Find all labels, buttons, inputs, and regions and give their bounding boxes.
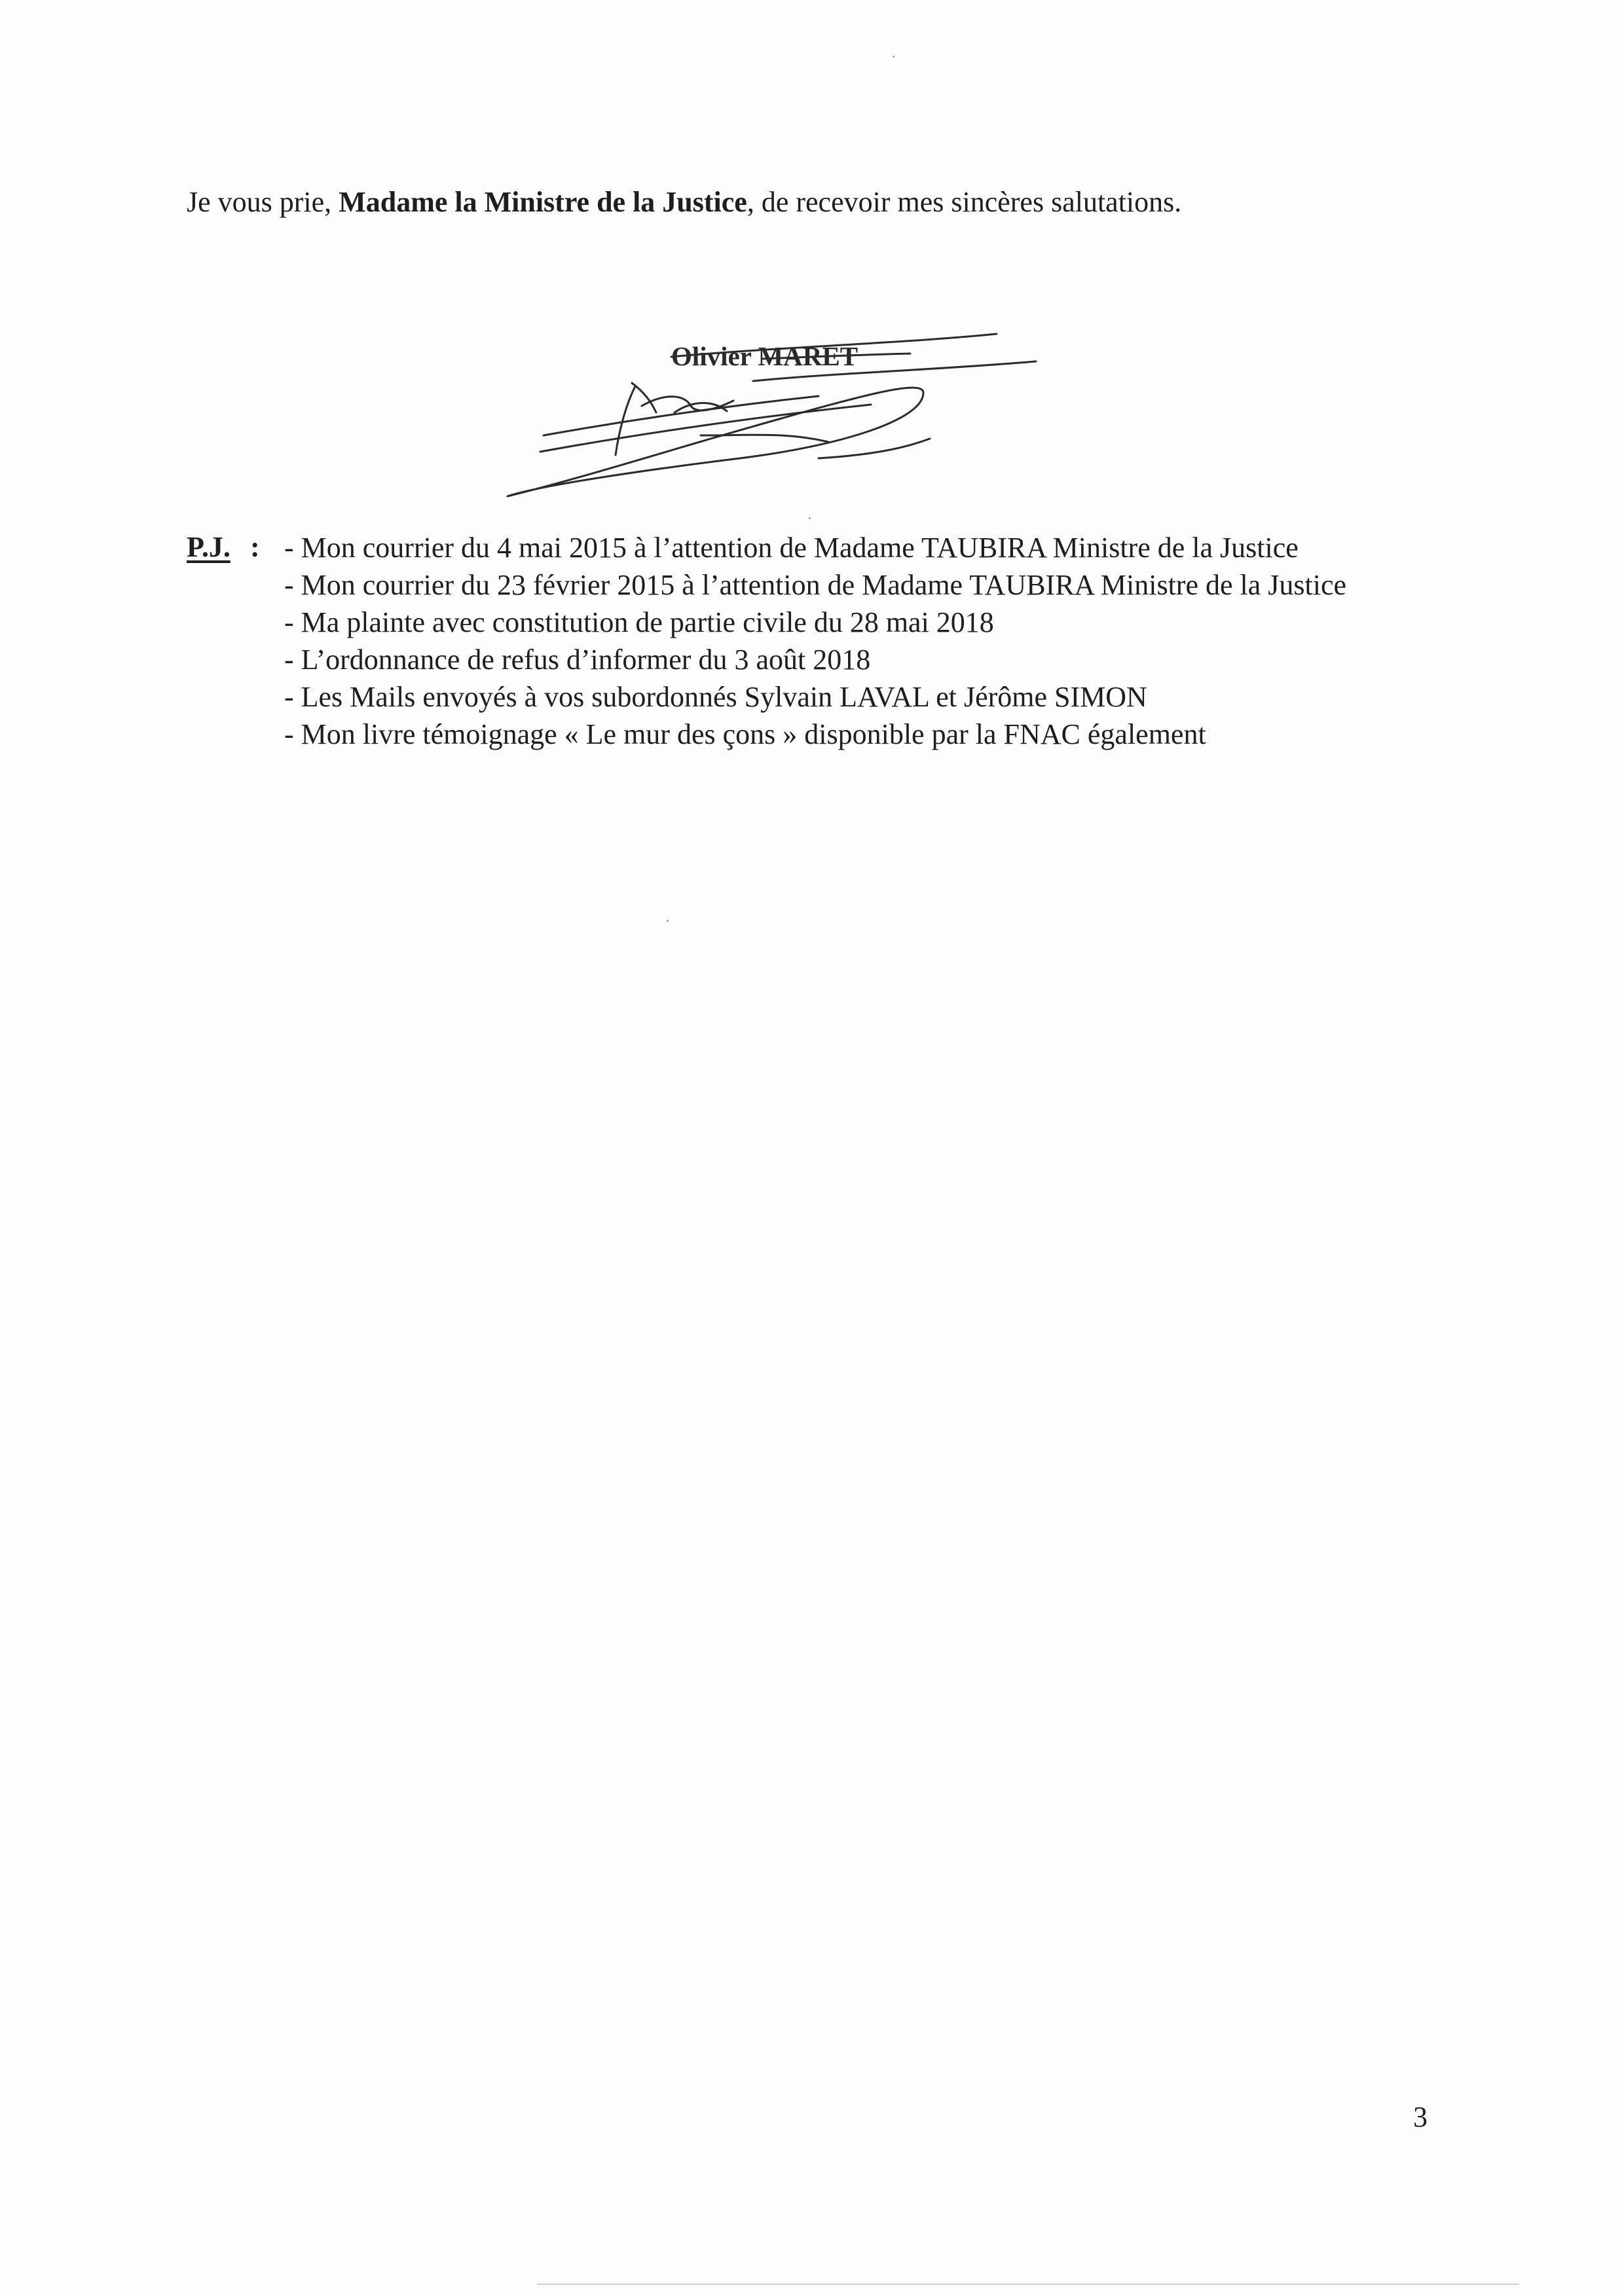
signer-name: Olivier MARET: [671, 341, 858, 371]
handwritten-signature: [504, 321, 1048, 517]
scan-speck: [893, 56, 895, 58]
closing-addressee: Madame la Ministre de la Justice: [339, 186, 747, 218]
attachments-label: P.J.: [187, 531, 231, 563]
closing-text-end: , de recevoir mes sincères salutations.: [747, 186, 1182, 218]
scan-edge-line: [537, 2284, 1519, 2285]
attachments-list: [284, 529, 1431, 753]
signature-block: [504, 321, 1048, 517]
attachments-separator: :: [250, 531, 260, 563]
attachment-item: - Ma plainte avec constitution de partie civile du 28 mai 2018: [284, 606, 994, 638]
attachment-item: - Mon livre témoignage « Le mur des çons » disponible par la FNAC également: [284, 718, 1206, 750]
attachment-item: - Mon courrier du 4 mai 2015 à l’attention de Madame TAUBIRA Ministre de la Justice: [284, 532, 1299, 564]
closing-paragraph: [187, 185, 1181, 220]
closing-text-start: Je vous prie,: [187, 186, 339, 218]
page-number: 3: [1413, 2101, 1428, 2133]
scan-speck: [667, 920, 669, 922]
scan-speck: [809, 517, 811, 519]
attachment-item: - Les Mails envoyés à vos subordonnés Sylvain LAVAL et Jérôme SIMON: [284, 681, 1147, 713]
attachment-item: - L’ordonnance de refus d’informer du 3 août 2018: [284, 644, 871, 676]
attachment-item: - Mon courrier du 23 février 2015 à l’attention de Madame TAUBIRA Ministre de la Justice: [284, 569, 1347, 601]
